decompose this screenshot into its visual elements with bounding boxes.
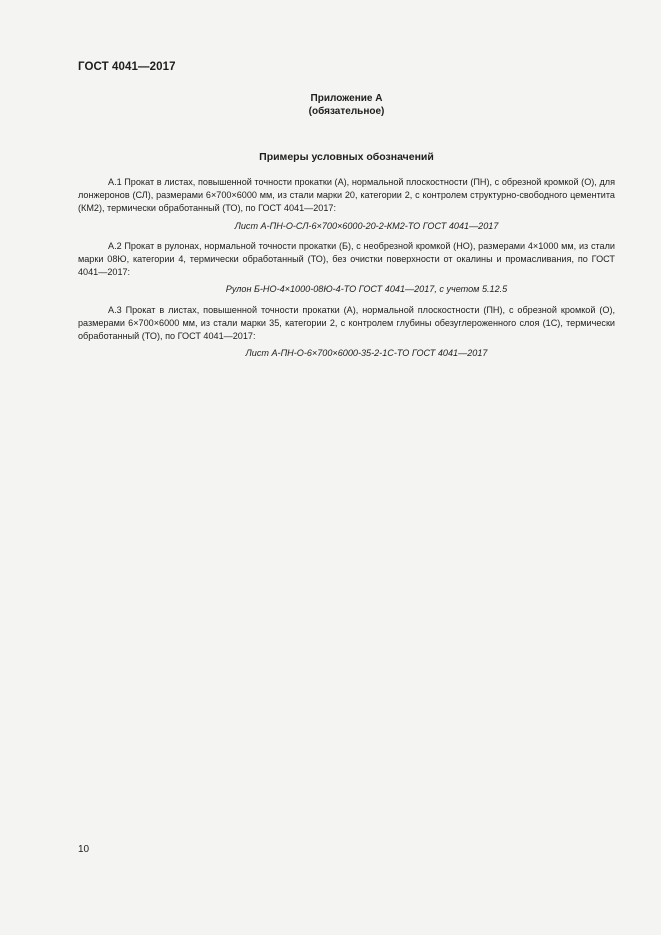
page-number: 10 — [78, 844, 90, 855]
examples-body — [78, 176, 615, 367]
section-title: Примеры условных обозначений — [259, 151, 434, 163]
example-paragraph-2: А.2 Прокат в рулонах, нормальной точности прокатки (Б), с необрезной кромкой (НО), размерами 4×1000 мм, из стали марки 08Ю, категории 4, термически обработанный (ТО), без очистки поверхности от окалины и промасливания, по ГОСТ 4041—2017: — [78, 240, 615, 278]
example-paragraph-1: А.1 Прокат в листах, повышенной точности прокатки (А), нормальной плоскостности (ПН), с обрезной кромкой (О), для лонжеронов (СЛ), размерами 6×700×6000 мм, из стали марки 20, категории 2, с контролем структурно-свободного цементита (КМ2), термически обработанный (ТО), по ГОСТ 4041—2017: — [78, 177, 615, 214]
example-designation-3: Лист А-ПН-О-6×700×6000-35-2-1С-ТО ГОСТ 4041—2017 — [245, 348, 488, 359]
appendix-title: Приложение А — [310, 93, 383, 104]
appendix-heading — [0, 92, 661, 118]
appendix-subtitle: (обязательное) — [308, 106, 385, 117]
example-paragraph-3: А.3 Прокат в листах, повышенной точности прокатки (А), нормальной плоскостности (ПН), с обрезной кромкой (О), размерами 6×700×6000 мм, из стали марки 35, категории 2, с контролем глубины обезуглероженного слоя (1С), термически обработанный (ТО), по ГОСТ 4041—2017: — [78, 304, 615, 342]
example-designation-2: Рулон Б-НО-4×1000-08Ю-4-ТО ГОСТ 4041—2017, с учетом 5.12.5 — [225, 284, 508, 295]
example-designation-1: Лист А-ПН-О-СЛ-6×700×6000-20-2-КМ2-ТО ГОСТ 4041—2017 — [234, 220, 499, 231]
standard-header: ГОСТ 4041—2017 — [78, 61, 176, 73]
